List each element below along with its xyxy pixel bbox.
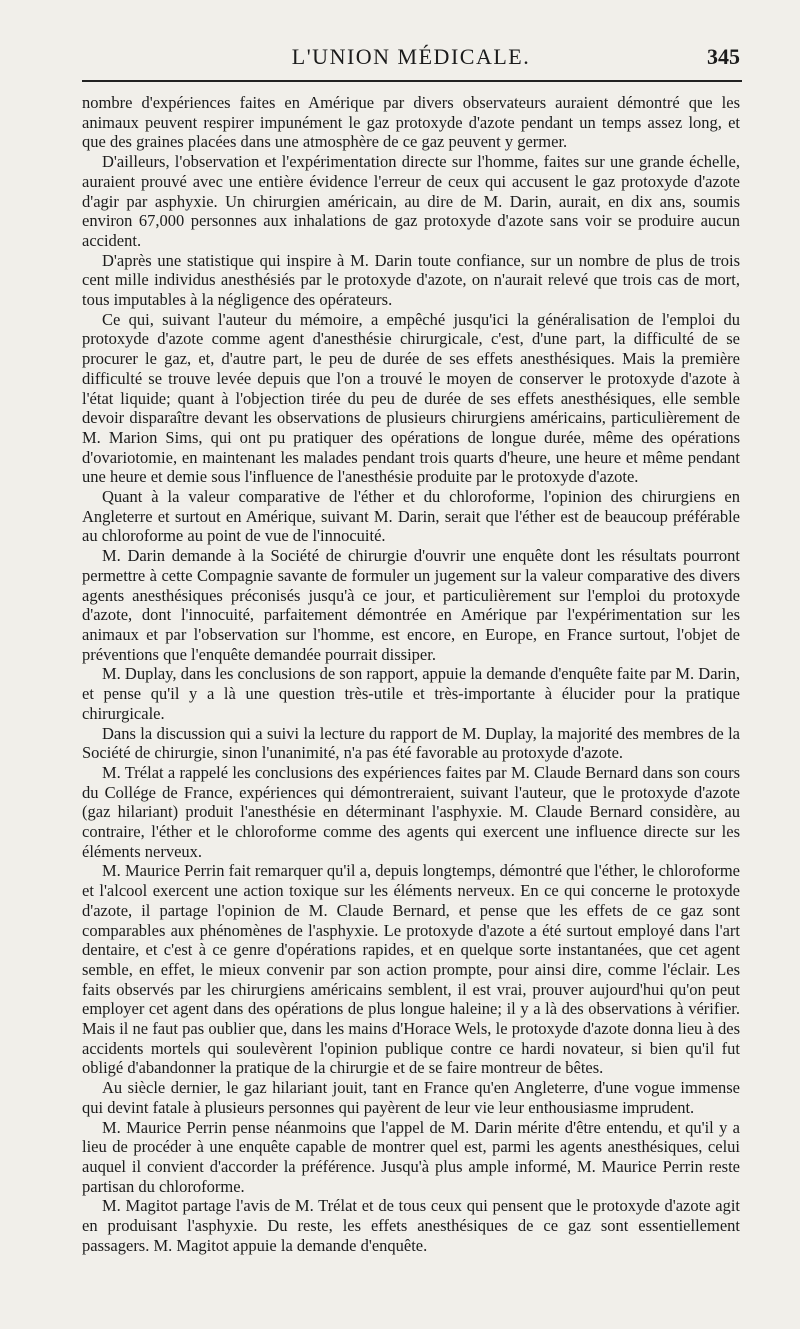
- header-rule: [82, 80, 742, 82]
- paragraph: Dans la discussion qui a suivi la lecture du rapport de M. Duplay, la majorité des membres de la Société de chirurgie, sinon l'unanimité, n'a pas été favorable au protoxyde d'azote.: [82, 723, 740, 763]
- paragraph: M. Trélat a rappelé les conclusions des expériences faites par M. Claude Bernard dans son cours du Collége de France, expériences qui démontreraient, suivant l'auteur, que le protoxyde d'azote (gaz hilariant) produit l'anesthésie en déterminant l'asphyxie. M. Claude Bernard considère, au contraire, l'éther et le chloroforme comme des agents qui exercent une influence directe sur les éléments nerveux.: [82, 762, 740, 861]
- article-body: [82, 93, 740, 1255]
- paragraph: nombre d'expériences faites en Amérique par divers observateurs auraient démontré que les animaux peuvent respirer impunément le gaz protoxyde d'azote pendant un temps assez long, et que des graines placées dans une atmosphère de ce gaz peuvent y germer.: [82, 93, 740, 152]
- paragraph: M. Duplay, dans les conclusions de son rapport, appuie la demande d'enquête faite par M. Darin, et pense qu'il y a là une question très-utile et très-importante à élucider pour la pratique chirurgicale.: [82, 664, 740, 723]
- paragraph: D'après une statistique qui inspire à M. Darin toute confiance, sur un nombre de plus de trois cent mille individus anesthésiés par le protoxyde d'azote, on n'aurait relevé que trois cas de mort, tous imputables à la négligence des opérateurs.: [82, 250, 740, 310]
- running-title: L'UNION MÉDICALE.: [291, 44, 531, 69]
- paragraph: Au siècle dernier, le gaz hilariant jouit, tant en France qu'en Angleterre, d'une vogue immense qui devint fatale à plusieurs personnes qui payèrent de leur vie leur enthousiasme imprudent.: [82, 1078, 740, 1117]
- paragraph: M. Maurice Perrin fait remarquer qu'il a, depuis longtemps, démontré que l'éther, le chloroforme et l'alcool exercent une action toxique sur les éléments nerveux. En ce qui concerne le protoxyde d'azote, il partage l'opinion de M. Claude Bernard, et pense que les effets de ce gaz sont comparables aux phénomènes de l'asphyxie. Le protoxyde d'azote a été surtout employé dans l'art dentaire, et c'est à ce genre d'opérations rapides, et en quelque sorte instantanées, que cet agent semble, en effet, le mieux convenir par son action prompte, pour ainsi dire, comme l'éclair. Les faits observés par les chirurgiens américains semblent, il est vrai, prouver aujourd'hui qu'on peut employer cet agent dans des opérations de plus longue haleine; il y a là des observations à vérifier. Mais il ne faut pas oublier que, dans les mains d'Horace Wels, le protoxyde d'azote donna lieu à des accidents mortels qui soulevèrent l'opinion publique contre ce hardi novateur, si bien qu'il fut obligé d'abandonner la pratique de la chirurgie et de se faire montreur de bêtes.: [82, 861, 740, 1078]
- page-header: [82, 44, 740, 74]
- paragraph: M. Magitot partage l'avis de M. Trélat et de tous ceux qui pensent que le protoxyde d'azote agit en produisant l'asphyxie. Du reste, les effets anesthésiques de ce gaz sont essentiellement passagers. M. Magitot appuie la demande d'enquête.: [82, 1196, 740, 1255]
- paragraph: M. Darin demande à la Société de chirurgie d'ouvrir une enquête dont les résultats pourront permettre à cette Compagnie savante de formuler un jugement sur la valeur comparative des divers agents anesthésiques préconisés jusqu'à ce jour, et particulièrement sur l'emploi du protoxyde d'azote, dont l'innocuité, parfaitement démontrée en Amérique par l'expérimentation sur les animaux et par l'observation sur l'homme, est encore, en Europe, en France surtout, l'objet de préventions que l'enquête demandée pourrait dissiper.: [82, 546, 740, 664]
- page-number: 345: [707, 44, 740, 69]
- paragraph: Quant à la valeur comparative de l'éther et du chloroforme, l'opinion des chirurgiens en Angleterre et surtout en Amérique, suivant M. Darin, serait que l'éther est de beaucoup préférable au chloroforme au point de vue de l'innocuité.: [82, 487, 740, 546]
- paragraph: Ce qui, suivant l'auteur du mémoire, a empêché jusqu'ici la généralisation de l'emploi du protoxyde d'azote comme agent d'anesthésie chirurgicale, c'est, d'une part, la difficulté de se procurer le gaz, et, d'autre part, le peu de durée de ses effets anesthésiques. Mais la première difficulté se trouve levée depuis que l'on a trouvé le moyen de conserver le protoxyde d'azote à l'état liquide; quant à l'objection tirée du peu de durée de ses effets anesthésiques, elle semble devoir disparaître devant les observations de plusieurs chirurgiens américains, particulièrement de M. Marion Sims, qui ont pu pratiquer des opérations de longue durée, même des opérations d'ovariotomie, en maintenant les malades pendant trois quarts d'heure, une heure et même pendant une heure et demie sous l'influence de l'anesthésie produite par le protoxyde d'azote.: [82, 309, 740, 487]
- paragraph: D'ailleurs, l'observation et l'expérimentation directe sur l'homme, faites sur une grande échelle, auraient prouvé avec une entière évidence l'erreur de ceux qui accusent le gaz protoxyde d'azote d'agir par asphyxie. Un chirurgien américain, au dire de M. Darin, aurait, en dix ans, soumis environ 67,000 personnes aux inhalations de gaz protoxyde d'azote sans voir se produire aucun accident.: [82, 152, 740, 250]
- paragraph: M. Maurice Perrin pense néanmoins que l'appel de M. Darin mérite d'être entendu, et qu'il y a lieu de procéder à une enquête capable de montrer quel est, parmi les agents anesthésiques, celui auquel il convient d'accorder la préférence. Jusqu'à plus ample informé, M. Maurice Perrin reste partisan du chloroforme.: [82, 1117, 740, 1196]
